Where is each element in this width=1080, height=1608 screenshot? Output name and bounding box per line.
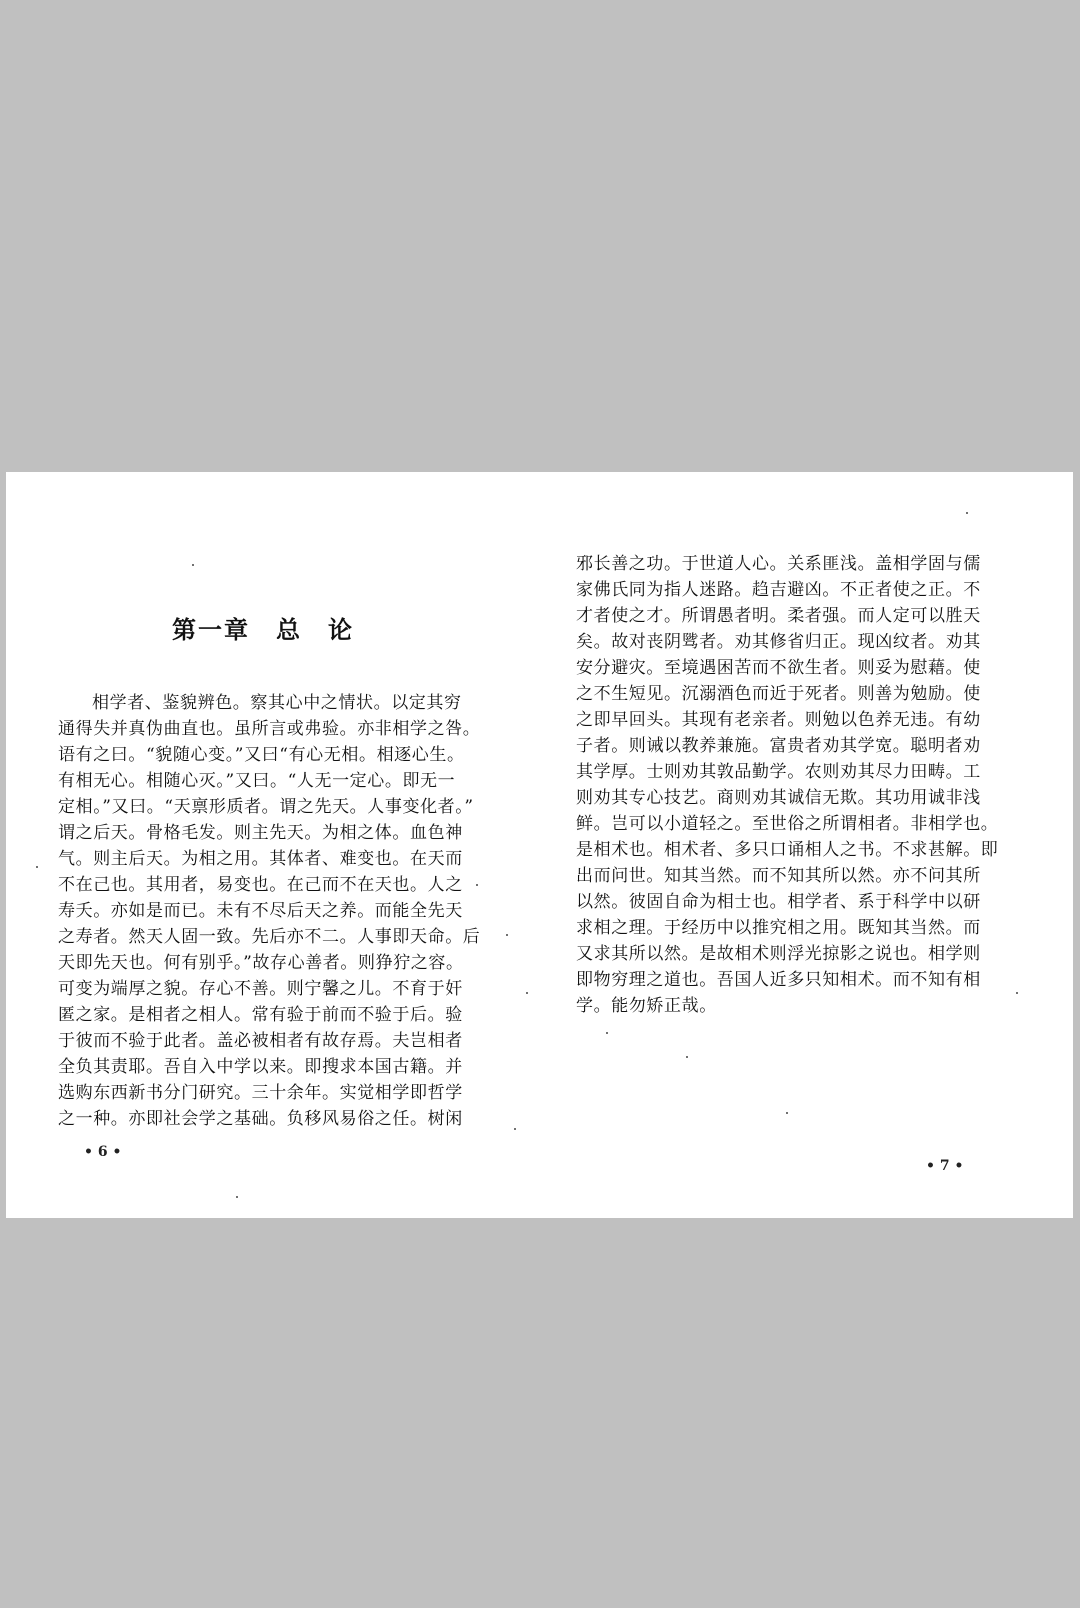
text-line: 以然。彼固自命为相士也。相学者、系于科学中以研 [576,892,981,912]
text-line: 有相无心。相随心灭。”又曰。“人无一定心。即无一 [58,771,456,791]
text-line: 于彼而不验于此者。盖必被相者有故存焉。夫岂相者 [58,1031,463,1051]
text-line: 定相。”又曰。“天禀形质者。谓之先天。人事变化者。” [58,797,474,817]
page-number-right: • 7 • [926,1158,964,1174]
text-line: 之不生短见。沉溺酒色而近于死者。则善为勉励。使 [576,684,981,704]
text-line: 学。能勿矫正哉。 [576,996,717,1016]
text-line: 矣。故对丧阴骘者。劝其修省归正。现凶纹者。劝其 [576,632,981,652]
scan-speck [686,1056,688,1058]
text-line: 家佛氏同为指人迷路。趋吉避凶。不正者使之正。不 [576,580,981,600]
text-line: 其学厚。士则劝其敦品勤学。农则劝其尽力田畴。工 [576,762,981,782]
text-line: 不在己也。其用者，易变也。在己而不在天也。人之 [58,875,463,895]
text-line: 又求其所以然。是故相术则浮光掠影之说也。相学则 [576,944,981,964]
text-line: 邪长善之功。于世道人心。关系匪浅。盖相学固与儒 [576,554,981,574]
page-number-left: • 6 • [84,1144,122,1160]
right-page [536,472,1073,1218]
text-line: 求相之理。于经历中以推究相之用。既知其当然。而 [576,918,981,938]
scan-speck [192,564,194,566]
text-line: 谓之后天。骨格毛发。则主先天。为相之体。血色神 [58,823,463,843]
text-line: 匿之家。是相者之相人。常有验于前而不验于后。验 [58,1005,463,1025]
text-line: 相学者、鉴貌辨色。察其心中之情状。以定其穷 [92,693,462,713]
text-line: 出而问世。知其当然。而不知其所以然。亦不问其所 [576,866,981,886]
text-line: 语有之曰。“貌随心变。”又曰“有心无相。相逐心生。 [58,745,465,765]
book-spread [6,472,1073,1218]
scan-speck [506,934,508,936]
right-body-text [576,551,1008,1019]
scan-speck [36,866,38,868]
text-line: 子者。则诫以教养兼施。富贵者劝其学宽。聪明者劝 [576,736,981,756]
text-line: 安分避灾。至境遇困苦而不欲生者。则妥为慰藉。使 [576,658,981,678]
text-line: 通得失并真伪曲直也。虽所言或弗验。亦非相学之咎。 [58,719,481,739]
scan-speck [236,1196,238,1198]
text-line: 才者使之才。所谓愚者明。柔者强。而人定可以胜天 [576,606,981,626]
scan-speck [966,512,968,514]
text-line: 即物穷理之道也。吾国人近多只知相术。而不知有相 [576,970,981,990]
text-line: 之寿者。然天人固一致。先后亦不二。人事即天命。后 [58,927,481,947]
text-line: 选购东西新书分门研究。三十余年。实觉相学即哲学 [58,1083,463,1103]
scan-speck [514,1128,516,1130]
text-line: 之即早回头。其现有老亲者。则勉以色养无违。有幼 [576,710,981,730]
left-body-text [58,690,483,1132]
text-line: 之一种。亦即社会学之基础。负移风易俗之任。树闲 [58,1109,463,1129]
scan-speck [606,1032,608,1034]
chapter-title: 第一章 总 论 [172,615,354,644]
scan-speck [786,1112,788,1114]
text-line: 鲜。岂可以小道轻之。至世俗之所谓相者。非相学也。 [576,814,999,834]
text-line: 天即先天也。何有别乎。”故存心善者。则狰狞之容。 [58,953,464,973]
scan-speck [476,884,478,886]
text-line: 则劝其专心技艺。商则劝其诚信无欺。其功用诚非浅 [576,788,981,808]
text-line: 可变为端厚之貌。存心不善。则宁馨之儿。不育于奸 [58,979,463,999]
text-line: 寿夭。亦如是而已。未有不尽后天之养。而能全先天 [58,901,463,921]
scan-speck [1016,992,1018,994]
text-line: 是相术也。相术者、多只口诵相人之书。不求甚解。即 [576,840,999,860]
left-page [6,472,536,1218]
text-line: 全负其责耶。吾自入中学以来。即搜求本国古籍。并 [58,1057,463,1077]
text-line: 气。则主后天。为相之用。其体者、难变也。在天而 [58,849,463,869]
scan-speck [526,992,528,994]
